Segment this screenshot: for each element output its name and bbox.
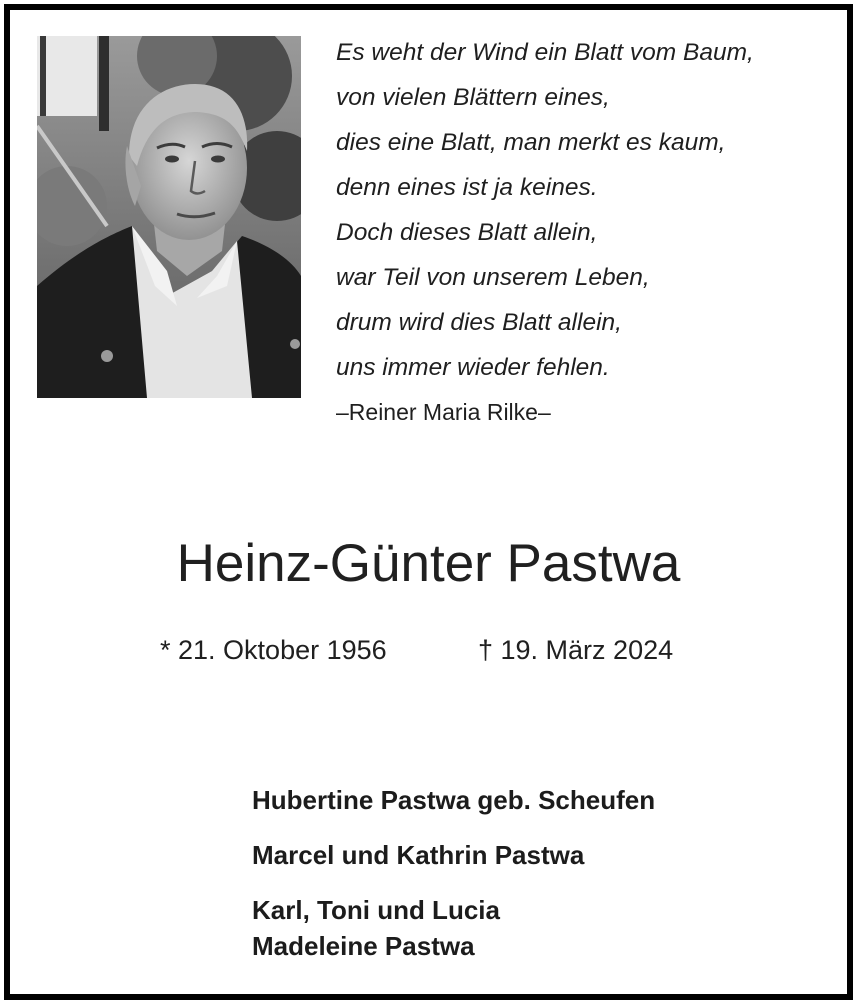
- birth-date: * 21. Oktober 1956: [160, 635, 387, 665]
- obituary-card: [4, 4, 853, 1000]
- poem-line: dies eine Blatt, man merkt es kaum,: [336, 129, 726, 156]
- mourner-name: Marcel und Kathrin Pastwa: [252, 840, 585, 870]
- mourners-list: [252, 782, 655, 964]
- poem-line: Es weht der Wind ein Blatt vom Baum,: [336, 39, 754, 66]
- poem-line: war Teil von unserem Leben,: [336, 264, 650, 291]
- poem: [336, 30, 836, 434]
- deceased-name: Heinz-Günter Pastwa: [176, 534, 681, 593]
- mourner-name: Hubertine Pastwa geb. Scheufen: [252, 785, 656, 815]
- poem-line: denn eines ist ja keines.: [336, 174, 598, 201]
- mourner-name: Karl, Toni und Lucia: [252, 895, 500, 925]
- mourner-name: Madeleine Pastwa: [252, 931, 475, 961]
- poem-line: von vielen Blättern eines,: [336, 84, 610, 111]
- portrait-photo: [37, 36, 301, 398]
- poem-line: drum wird dies Blatt allein,: [336, 309, 622, 336]
- poem-line: Doch dieses Blatt allein,: [336, 219, 598, 246]
- poem-line: uns immer wieder fehlen.: [336, 354, 610, 381]
- poem-author: –Reiner Maria Rilke–: [336, 399, 551, 425]
- death-date: † 19. März 2024: [478, 635, 674, 665]
